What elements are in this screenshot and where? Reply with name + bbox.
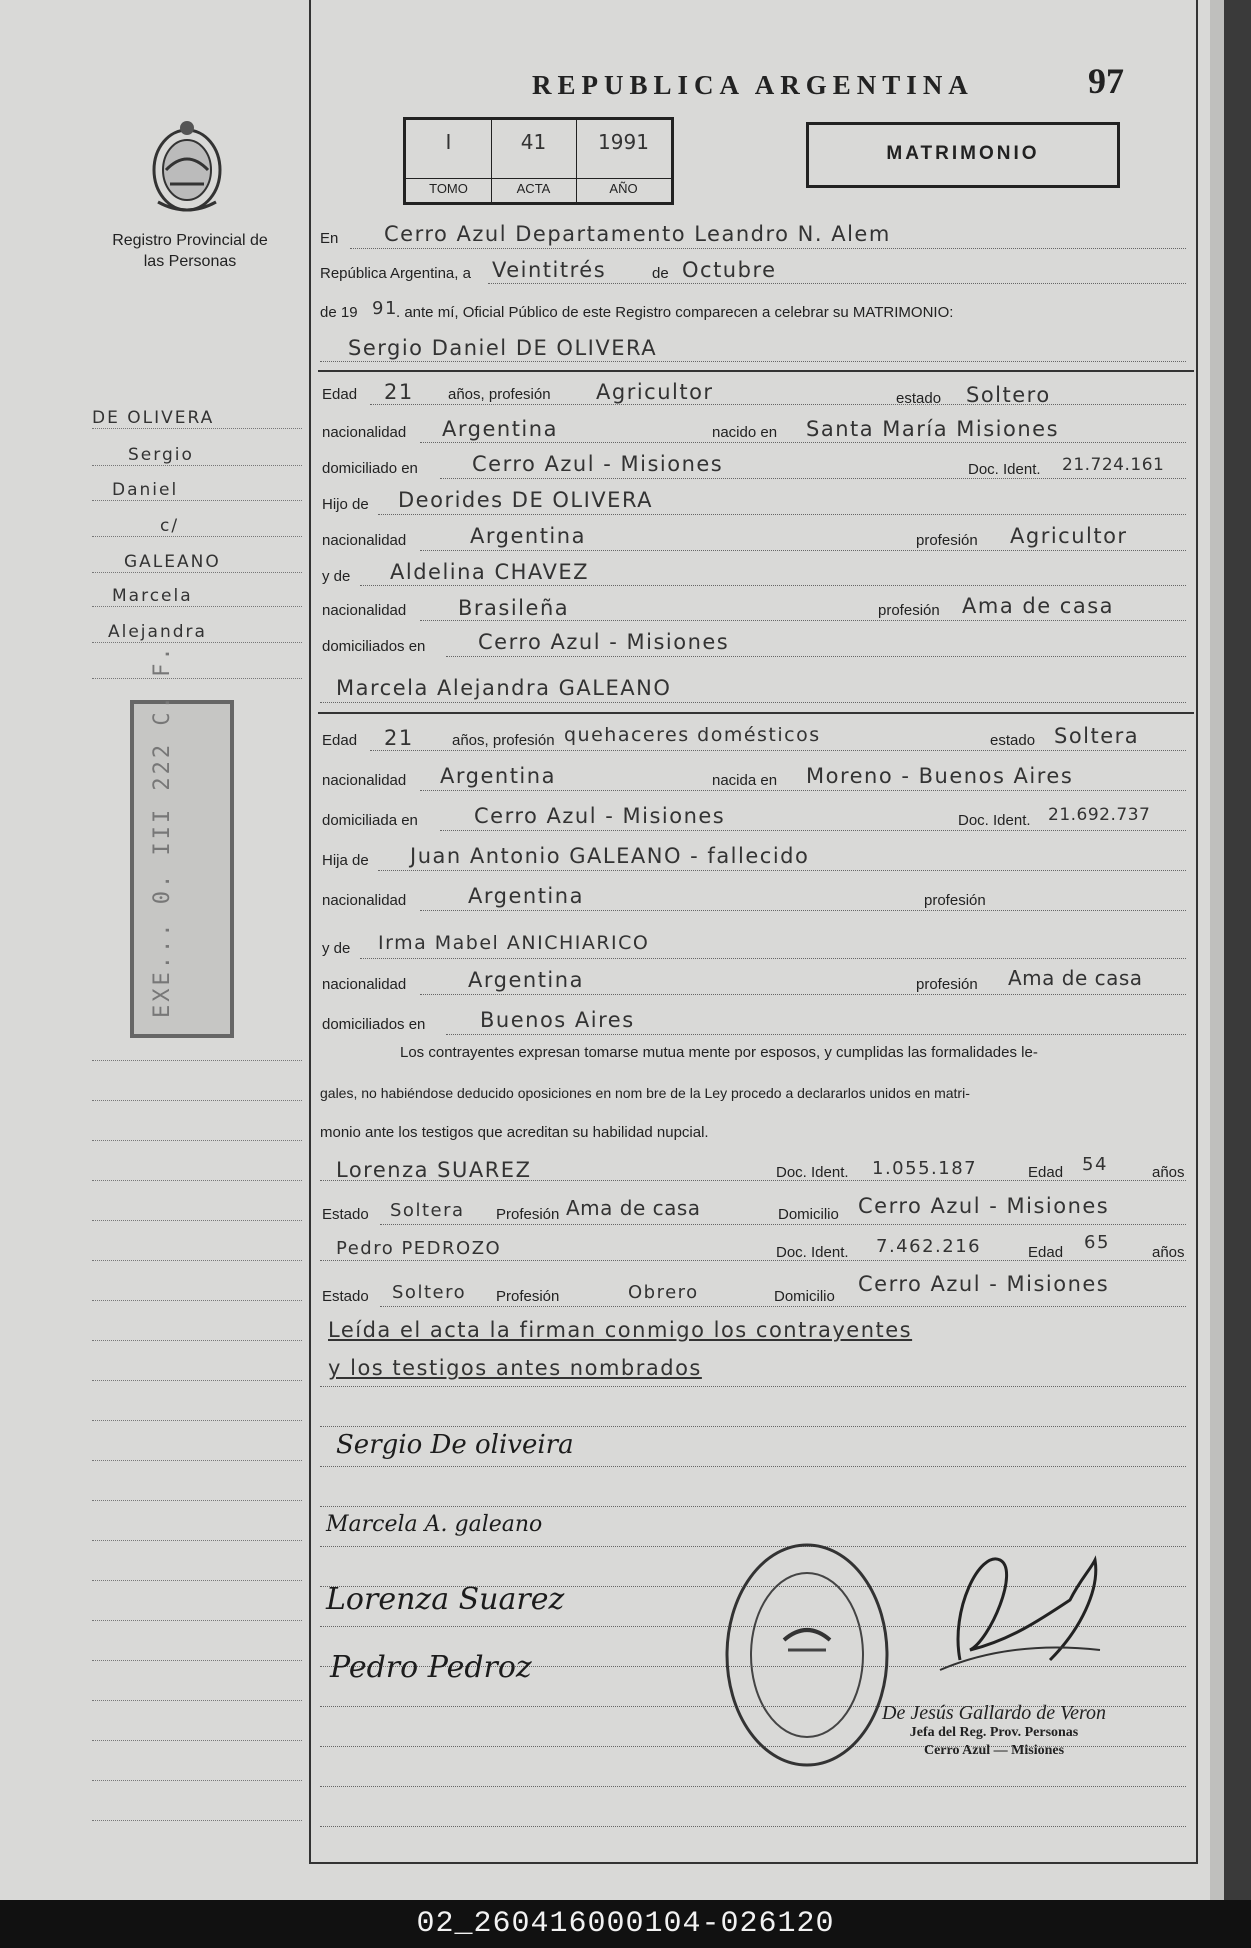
year-digits-value: 91 — [372, 298, 398, 319]
witness1-edad-label: Edad — [1028, 1164, 1064, 1181]
dotted-line — [380, 1306, 1186, 1307]
place-value: Cerro Azul Departamento Leandro N. Alem — [384, 222, 891, 246]
groom-nationality-label: nacionalidad — [322, 424, 407, 441]
dotted-line — [420, 442, 1186, 443]
groom-signature: Sergio De oliveira — [336, 1430, 574, 1460]
margin-name: Marcela — [112, 586, 193, 606]
book-edge-strip — [1210, 0, 1224, 1900]
margin-line — [92, 536, 302, 537]
en-label: En — [320, 230, 339, 247]
acta-label: ACTA — [491, 178, 576, 196]
groom-father-value: Deorides DE OLIVERA — [398, 488, 654, 512]
dotted-line — [488, 283, 1186, 284]
margin-line — [92, 1700, 302, 1701]
witness2-edad-label: Edad — [1028, 1244, 1064, 1261]
bride-yde-label: y de — [322, 940, 351, 957]
dotted-line — [320, 1260, 1186, 1261]
margin-line — [92, 1500, 302, 1501]
margin-line — [92, 1660, 302, 1661]
bride-civil-status-value: Soltera — [1054, 724, 1140, 748]
official-block — [882, 1702, 1106, 1759]
official-title: Jefa del Reg. Prov. Personas — [909, 1725, 1079, 1740]
dotted-line — [360, 958, 1186, 959]
witness1-doc-value: 1.055.187 — [872, 1158, 978, 1179]
groom-estado-label: estado — [896, 390, 942, 407]
dotted-line — [378, 514, 1186, 515]
bride-mother-nationality-label: nacionalidad — [322, 976, 407, 993]
year-label-post: . ante mí, Oficial Público de este Registro comparecen a celebrar su MATRIMONIO: — [396, 304, 954, 321]
bride-nationality-label: nacionalidad — [322, 772, 407, 789]
witness2-name-value: Pedro PEDROZO — [336, 1238, 502, 1259]
dotted-line — [350, 248, 1186, 249]
bride-edad-label: Edad — [322, 732, 358, 749]
groom-domicile-value: Cerro Azul - Misiones — [472, 452, 724, 476]
bride-doc-label: Doc. Ident. — [958, 812, 1031, 829]
groom-domicile-label: domiciliado en — [322, 460, 418, 477]
acta-cell — [491, 120, 577, 202]
groom-edad-label: Edad — [322, 386, 358, 403]
tomo-value: I — [445, 130, 452, 154]
margin-line — [92, 500, 302, 501]
groom-parents-domicile-value: Cerro Azul - Misiones — [478, 630, 730, 654]
de-label: de — [652, 265, 669, 282]
groom-mother-nationality-value: Brasileña — [458, 596, 570, 620]
republica-label: República Argentina, a — [320, 265, 471, 282]
acta-value: 41 — [520, 130, 547, 154]
margin-line — [92, 678, 302, 679]
witness2-age-value: 65 — [1084, 1232, 1110, 1253]
groom-birthplace-value: Santa María Misiones — [806, 417, 1060, 441]
bride-birthplace-value: Moreno - Buenos Aires — [806, 764, 1074, 788]
margin-name: DE OLIVERA — [92, 408, 215, 428]
margin-line — [92, 1820, 302, 1821]
dotted-line — [420, 790, 1186, 791]
official-name: De Jesús Gallardo de Veron — [882, 1702, 1107, 1724]
margin-line — [92, 1740, 302, 1741]
margin-rule — [309, 0, 311, 1862]
registry-seal-icon — [722, 1540, 892, 1770]
groom-mother-profession-label: profesión — [878, 602, 940, 619]
margin-stamp — [130, 700, 234, 1038]
margin-line — [92, 1540, 302, 1541]
witness2-profession-value: Obrero — [628, 1282, 699, 1303]
witness2-domicilio-label: Domicilio — [774, 1288, 835, 1305]
groom-mother-value: Aldelina CHAVEZ — [390, 560, 589, 584]
witness1-profesion-label: Profesión — [496, 1206, 560, 1223]
bride-doc-value: 21.692.737 — [1048, 805, 1151, 825]
bride-nationality-value: Argentina — [440, 764, 556, 788]
groom-mother-profession-value: Ama de casa — [962, 594, 1115, 618]
witness1-estado-label: Estado — [322, 1206, 369, 1223]
dotted-line — [420, 994, 1186, 995]
groom-mother-nationality-label: nacionalidad — [322, 602, 407, 619]
right-rule — [1196, 0, 1198, 1862]
province-coat-of-arms-icon — [148, 118, 226, 216]
closing-line: Leída el acta la firman conmigo los contrayentes — [328, 1318, 913, 1342]
dotted-line — [378, 870, 1186, 871]
dotted-line — [440, 478, 1186, 479]
groom-father-profession-label: profesión — [916, 532, 978, 549]
witness1-signature: Lorenza Suarez — [326, 1582, 565, 1617]
witness2-estado-label: Estado — [322, 1288, 369, 1305]
dotted-line — [320, 1786, 1186, 1787]
anio-cell — [576, 120, 671, 202]
page-bottom-rule — [309, 1862, 1198, 1864]
anio-label: AÑO — [576, 178, 671, 196]
witness2-anios-label: años — [1152, 1244, 1185, 1261]
groom-doc-label: Doc. Ident. — [968, 461, 1041, 478]
margin-line — [92, 1260, 302, 1261]
witness1-age-value: 54 — [1082, 1154, 1108, 1175]
dotted-line — [446, 656, 1186, 657]
margin-stamp-text: EXE... 0. III 222 C. F. — [150, 644, 175, 1018]
margin-line — [92, 1460, 302, 1461]
margin-line — [92, 1620, 302, 1621]
declaration-line: gales, no habiéndose deducido oposiciones en nom bre de la Ley procedo a declararlos unidos en matri- — [320, 1085, 970, 1101]
book-edge — [1210, 0, 1251, 1900]
margin-line — [92, 1100, 302, 1101]
margin-line — [92, 1580, 302, 1581]
dotted-line — [320, 702, 1186, 703]
groom-parents-domicile-label: domiciliados en — [322, 638, 426, 655]
dotted-line — [360, 585, 1186, 586]
tomo-cell — [406, 120, 492, 202]
bride-parents-domicile-value: Buenos Aires — [480, 1008, 635, 1032]
groom-profession-value: Agricultor — [596, 380, 714, 404]
margin-line — [92, 1340, 302, 1341]
margin-name: Sergio — [128, 445, 194, 465]
margin-name: c/ — [160, 516, 180, 536]
margin-line — [92, 1780, 302, 1781]
dotted-line — [320, 1180, 1186, 1181]
bride-mother-profession-label: profesión — [916, 976, 978, 993]
declaration-text — [320, 1033, 1190, 1153]
bride-father-profession-label: profesión — [924, 892, 986, 909]
groom-father-nationality-value: Argentina — [470, 524, 586, 548]
margin-name: Daniel — [112, 480, 179, 500]
groom-nationality-value: Argentina — [442, 417, 558, 441]
dotted-line — [370, 404, 1186, 405]
registry-office-name: Registro Provincial de las Personas — [112, 232, 268, 270]
margin-name: GALEANO — [124, 552, 221, 572]
anio-value: 1991 — [598, 130, 649, 154]
margin-line — [92, 572, 302, 573]
date-day-value: Veintitrés — [492, 258, 607, 282]
section-rule — [318, 712, 1194, 714]
dotted-line — [420, 620, 1186, 621]
dotted-line — [320, 361, 1186, 362]
margin-line — [92, 1180, 302, 1181]
dotted-line — [380, 1224, 1186, 1225]
witness1-profession-value: Ama de casa — [566, 1196, 701, 1220]
bride-age-value: 21 — [384, 726, 414, 750]
witness1-name-value: Lorenza SUAREZ — [336, 1158, 532, 1182]
bride-father-nationality-value: Argentina — [468, 884, 584, 908]
margin-line — [92, 1140, 302, 1141]
bride-birthplace-label: nacida en — [712, 772, 778, 789]
record-type-box — [806, 122, 1120, 188]
declaration-line: Los contrayentes expresan tomarse mutua mente por esposos, y cumplidas las formalidades le- — [400, 1044, 1038, 1061]
margin-line — [92, 1380, 302, 1381]
margin-line — [92, 642, 302, 643]
witness1-anios-label: años — [1152, 1164, 1185, 1181]
witness2-doc-value: 7.462.216 — [876, 1236, 982, 1257]
groom-father-nationality-label: nacionalidad — [322, 532, 407, 549]
witness2-profesion-label: Profesión — [496, 1288, 560, 1305]
witness2-domicile-value: Cerro Azul - Misiones — [858, 1272, 1110, 1296]
groom-name-value: Sergio Daniel DE OLIVERA — [348, 336, 658, 360]
margin-line — [92, 1300, 302, 1301]
groom-civil-status-value: Soltero — [966, 383, 1051, 407]
dotted-line — [420, 550, 1186, 551]
dotted-line — [440, 830, 1186, 831]
dotted-line — [320, 1426, 1186, 1427]
record-reference-box — [403, 117, 674, 205]
dotted-line — [320, 1386, 1186, 1387]
witness1-civil-status-value: Soltera — [390, 1200, 465, 1221]
dotted-line — [320, 1506, 1186, 1507]
witness2-doc-label: Doc. Ident. — [776, 1244, 849, 1261]
witness1-doc-label: Doc. Ident. — [776, 1164, 849, 1181]
dotted-line — [320, 1466, 1186, 1467]
groom-hijo-label: Hijo de — [322, 496, 369, 513]
dotted-line — [320, 1826, 1186, 1827]
margin-line — [92, 1220, 302, 1221]
page-number: 97 — [1088, 61, 1124, 101]
bride-mother-value: Irma Mabel ANICHIARICO — [378, 932, 650, 954]
record-type-label: MATRIMONIO — [886, 143, 1040, 164]
bride-anios-profesion-label: años, profesión — [452, 732, 555, 749]
official-signature-icon — [920, 1520, 1110, 1680]
bride-domicile-value: Cerro Azul - Misiones — [474, 804, 726, 828]
tomo-label: TOMO — [406, 178, 491, 196]
bride-profession-value: quehaceres domésticos — [564, 724, 821, 746]
witness2-signature: Pedro Pedroz — [330, 1650, 532, 1685]
section-rule — [318, 370, 1194, 372]
bride-signature: Marcela A. galeano — [326, 1512, 543, 1537]
bride-mother-nationality-value: Argentina — [468, 968, 584, 992]
year-label-pre: de 19 — [320, 304, 358, 321]
groom-birthplace-label: nacido en — [712, 424, 778, 441]
witness1-domicilio-label: Domicilio — [778, 1206, 839, 1223]
bride-name-value: Marcela Alejandra GALEANO — [336, 676, 672, 700]
bride-father-value: Juan Antonio GALEANO - fallecido — [410, 844, 810, 868]
official-place: Cerro Azul — Misiones — [923, 1743, 1065, 1758]
witness2-civil-status-value: Soltero — [392, 1282, 467, 1303]
witness1-domicile-value: Cerro Azul - Misiones — [858, 1194, 1110, 1218]
margin-line — [92, 606, 302, 607]
groom-age-value: 21 — [384, 380, 414, 404]
bride-domicile-label: domiciliada en — [322, 812, 418, 829]
country-heading: REPUBLICA ARGENTINA — [532, 70, 974, 100]
bride-hija-label: Hija de — [322, 852, 369, 869]
groom-doc-value: 21.724.161 — [1062, 455, 1165, 475]
groom-yde-label: y de — [322, 568, 351, 585]
bride-mother-profession-value: Ama de casa — [1008, 966, 1143, 990]
margin-line — [92, 1060, 302, 1061]
dotted-line — [420, 910, 1186, 911]
closing-line: y los testigos antes nombrados — [328, 1356, 702, 1380]
groom-anios-profesion-label: años, profesión — [448, 386, 551, 403]
declaration-line: monio ante los testigos que acreditan su habilidad nupcial. — [320, 1124, 709, 1141]
dotted-line — [370, 750, 1186, 751]
groom-father-profession-value: Agricultor — [1010, 524, 1128, 548]
scan-footer-code: 02_260416000104-026120 — [0, 1900, 1251, 1948]
margin-line — [92, 428, 302, 429]
bride-father-nationality-label: nacionalidad — [322, 892, 407, 909]
margin-name: Alejandra — [108, 622, 207, 642]
date-month-value: Octubre — [682, 258, 777, 282]
bride-parents-domicile-label: domiciliados en — [322, 1016, 426, 1033]
bride-estado-label: estado — [990, 732, 1036, 749]
margin-line — [92, 465, 302, 466]
margin-line — [92, 1420, 302, 1421]
